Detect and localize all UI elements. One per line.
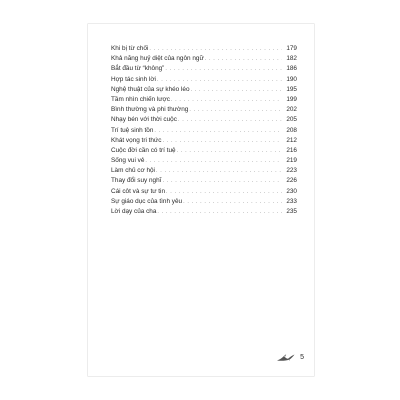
toc-entry-title: Sống vui vẻ	[111, 157, 145, 165]
toc-entry-title: Làm chủ cơ hội	[111, 167, 155, 175]
toc-entry-page: 212	[286, 136, 297, 144]
toc-dot-leader	[165, 64, 282, 74]
page-footer	[276, 353, 304, 362]
toc-entry	[111, 75, 297, 85]
toc-entry-title: Nhạy bén với thời cuộc	[111, 116, 177, 124]
toc-dot-leader	[157, 75, 282, 85]
toc-entry-page: 205	[286, 116, 297, 124]
toc-dot-leader	[157, 207, 282, 217]
toc-dot-leader	[189, 105, 282, 115]
toc-entry-page: 235	[286, 208, 297, 215]
toc-entry	[111, 146, 297, 156]
toc-entry	[111, 115, 297, 125]
toc-dot-leader	[145, 156, 282, 166]
toc-entry	[111, 44, 297, 54]
page-number: 5	[300, 354, 304, 361]
toc-entry-page: 208	[286, 126, 297, 134]
toc-dot-leader	[183, 197, 282, 207]
toc-entry-page: 226	[286, 177, 297, 185]
toc-entry-page: 186	[286, 65, 297, 73]
toc-entry	[111, 136, 297, 146]
toc-entry-title: Cuộc đời cần có trí tuệ	[111, 146, 176, 154]
toc-entry	[111, 166, 297, 176]
toc-entry-page: 223	[286, 167, 297, 175]
toc-dot-leader	[205, 54, 282, 64]
toc-entry-title: Nghệ thuật của sự khéo léo	[111, 85, 190, 93]
toc-dot-leader	[162, 136, 282, 146]
toc-entry-page: 230	[286, 187, 297, 195]
toc-dot-leader	[178, 115, 282, 125]
toc-entry-page: 195	[286, 85, 297, 93]
toc-entry-page: 233	[286, 197, 297, 205]
toc-entry-title: Sự giáo dục của tình yêu	[111, 197, 183, 205]
toc-dot-leader	[149, 44, 282, 54]
table-of-contents	[111, 44, 297, 217]
toc-entry-title: Hợp tác sinh lời	[111, 75, 156, 83]
toc-entry	[111, 187, 297, 197]
toc-entry-title: Bình thường và phi thường	[111, 106, 189, 114]
book-page	[88, 24, 314, 376]
toc-entry	[111, 105, 297, 115]
toc-entry	[111, 95, 297, 105]
toc-entry-page: 182	[286, 55, 297, 63]
toc-entry-title: Lời dạy của cha	[111, 208, 157, 215]
toc-entry-title: Trí tuệ sinh tồn	[111, 126, 154, 134]
toc-entry-title: Tầm nhìn chiến lược	[111, 95, 170, 103]
toc-entry-title: Khi bị từ chối	[111, 45, 149, 52]
toc-entry-title: Bắt đầu từ “không”	[111, 65, 165, 73]
toc-dot-leader	[171, 95, 282, 105]
toc-entry	[111, 207, 297, 217]
toc-entry	[111, 85, 297, 95]
toc-entry-page: 219	[286, 157, 297, 165]
toc-dot-leader	[166, 187, 282, 197]
toc-dot-leader	[156, 166, 282, 176]
toc-dot-leader	[191, 85, 282, 95]
toc-entry-page: 202	[286, 106, 297, 114]
toc-entry-page: 179	[286, 45, 297, 52]
toc-entry	[111, 176, 297, 186]
toc-entry-page: 199	[286, 95, 297, 103]
toc-entry-title: Thay đổi suy nghĩ	[111, 177, 162, 185]
toc-entry	[111, 54, 297, 64]
toc-entry-title: Cái côt và sự tư tin	[111, 187, 166, 195]
toc-entry	[111, 197, 297, 207]
toc-entry-page: 216	[286, 146, 297, 154]
toc-dot-leader	[162, 176, 282, 186]
toc-entry-title: Khả năng huỷ diệt của ngôn ngữ	[111, 55, 204, 63]
toc-entry	[111, 64, 297, 74]
toc-entry-page: 190	[286, 75, 297, 83]
toc-dot-leader	[177, 146, 282, 156]
toc-entry	[111, 156, 297, 166]
toc-entry	[111, 126, 297, 136]
toc-entry-title: Khát vọng tri thức	[111, 136, 162, 144]
decorative-bird-icon	[276, 353, 298, 362]
toc-dot-leader	[154, 126, 282, 136]
